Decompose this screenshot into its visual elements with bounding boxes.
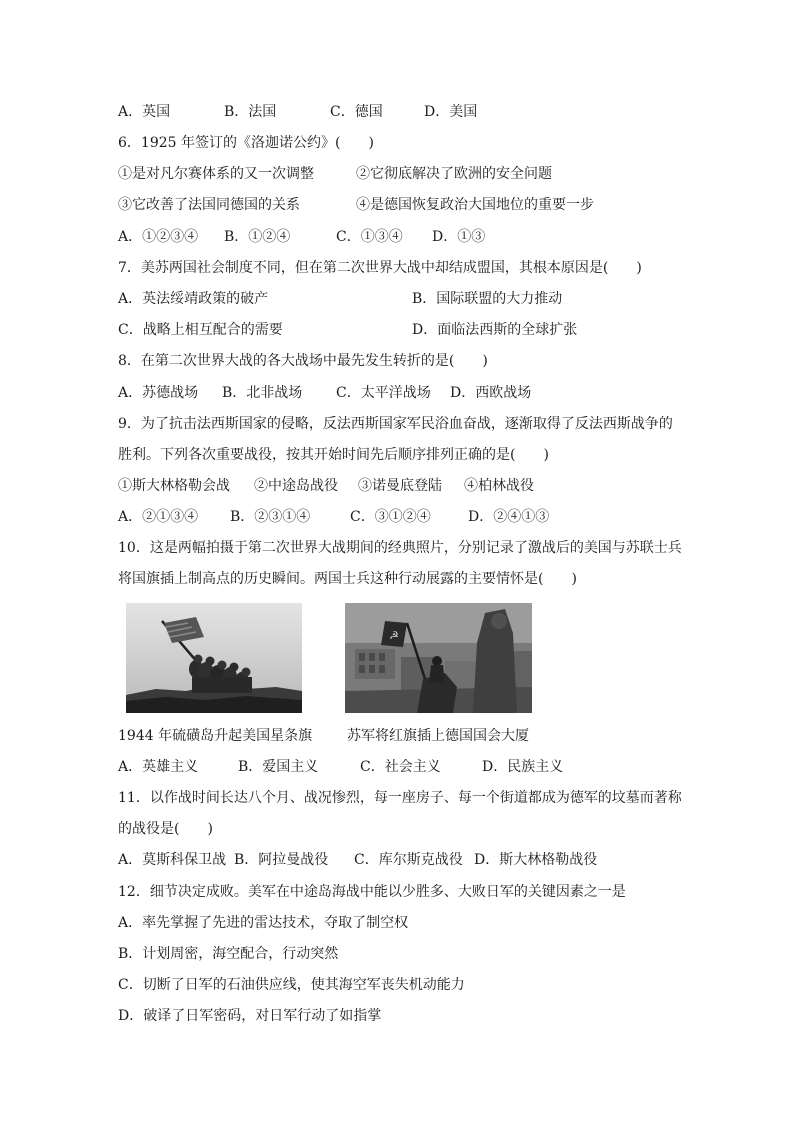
iwo-jima-illustration (126, 603, 302, 713)
q10-option-a: A．英雄主义 (118, 759, 199, 775)
q11-stem-line1: 11．以作战时间长达八个月、战况惨烈，每一座房子、每一个街道都成为德军的坟墓而著称 (118, 790, 682, 806)
q6-item-1: ①是对凡尔赛体系的又一次调整 (118, 166, 314, 182)
q6-option-c: C．①③④ (336, 229, 403, 245)
q8-option-a: A．苏德战场 (118, 385, 199, 401)
q11-stem-line2: 的战役是( ) (118, 821, 213, 837)
q9-item-2: ②中途岛战役 (254, 478, 338, 494)
q5-option-d: D．美国 (424, 104, 478, 120)
q10-option-d: D．民族主义 (482, 759, 564, 775)
q6-item-2: ②它彻底解决了欧洲的安全问题 (356, 166, 552, 182)
q11-option-b: B．阿拉曼战役 (234, 852, 329, 868)
q10-caption-right: 苏军将红旗插上德国国会大厦 (347, 728, 529, 744)
reichstag-illustration (345, 603, 532, 713)
q6-stem: 6．1925 年签订的《洛迦诺公约》( ) (118, 135, 374, 151)
q5-option-b: B．法国 (224, 104, 277, 120)
q6-option-d: D．①③ (432, 229, 486, 245)
q6-item-3: ③它改善了法国同德国的关系 (118, 197, 300, 213)
q10-stem-line1: 10．这是两幅拍摄于第二次世界大战期间的经典照片，分别记录了激战后的美国与苏联士兵 (118, 540, 682, 556)
iwo-jima-photo (126, 603, 302, 713)
q11-option-d: D．斯大林格勒战役 (474, 852, 598, 868)
q9-item-3: ③诺曼底登陆 (358, 478, 442, 494)
q12-option-a: A．率先掌握了先进的雷达技术，夺取了制空权 (118, 915, 409, 931)
q9-item-4: ④柏林战役 (464, 478, 534, 494)
q12-option-c: C．切断了日军的石油供应线，使其海空军丧失机动能力 (118, 977, 465, 993)
q7-stem: 7．美苏两国社会制度不同，但在第二次世界大战中却结成盟国，其根本原因是( ) (118, 260, 642, 276)
q5-option-a: A．英国 (118, 104, 171, 120)
q9-option-a: A．②①③④ (118, 509, 199, 525)
q6-option-a: A．①②③④ (118, 229, 199, 245)
q10-option-c: C．社会主义 (360, 759, 441, 775)
q8-option-c: C．太平洋战场 (336, 385, 431, 401)
q11-option-c: C．库尔斯克战役 (354, 852, 463, 868)
q6-option-b: B．①②④ (224, 229, 291, 245)
q9-option-c: C．③①②④ (350, 509, 431, 525)
q9-option-b: B．②③①④ (230, 509, 311, 525)
q10-stem-line2: 将国旗插上制高点的历史瞬间。两国士兵这种行动展露的主要情怀是( ) (118, 571, 577, 587)
q11-option-a: A．莫斯科保卫战 (118, 852, 227, 868)
q7-option-d: D．面临法西斯的全球扩张 (412, 322, 578, 338)
q9-option-d: D．②④①③ (468, 509, 550, 525)
q7-option-c: C．战略上相互配合的需要 (118, 322, 283, 338)
q7-option-b: B．国际联盟的大力推动 (412, 291, 563, 307)
q8-option-d: D．西欧战场 (450, 385, 532, 401)
q10-option-b: B．爱国主义 (238, 759, 319, 775)
reichstag-photo (345, 603, 532, 713)
q5-option-c: C．德国 (330, 104, 383, 120)
q12-option-b: B．计划周密，海空配合，行动突然 (118, 946, 339, 962)
q7-option-a: A．英法绥靖政策的破产 (118, 291, 269, 307)
q9-item-1: ①斯大林格勒会战 (118, 478, 230, 494)
q8-stem: 8．在第二次世界大战的各大战场中最先发生转折的是( ) (118, 353, 488, 369)
q10-caption-left: 1944 年硫磺岛升起美国星条旗 (118, 728, 313, 744)
q9-stem-line2: 胜利。下列各次重要战役，按其开始时间先后顺序排列正确的是( ) (118, 447, 549, 463)
q9-stem-line1: 9．为了抗击法西斯国家的侵略，反法西斯国家军民浴血奋战，逐渐取得了反法西斯战争的 (118, 416, 673, 432)
q6-item-4: ④是德国恢复政治大国地位的重要一步 (356, 197, 594, 213)
q12-option-d: D．破译了日军密码，对日军行动了如指掌 (118, 1008, 382, 1024)
q8-option-b: B．北非战场 (222, 385, 303, 401)
svg-text:☭: ☭ (389, 629, 399, 642)
q12-stem: 12．细节决定成败。美军在中途岛海战中能以少胜多、大败日军的关键因素之一是 (118, 884, 626, 900)
